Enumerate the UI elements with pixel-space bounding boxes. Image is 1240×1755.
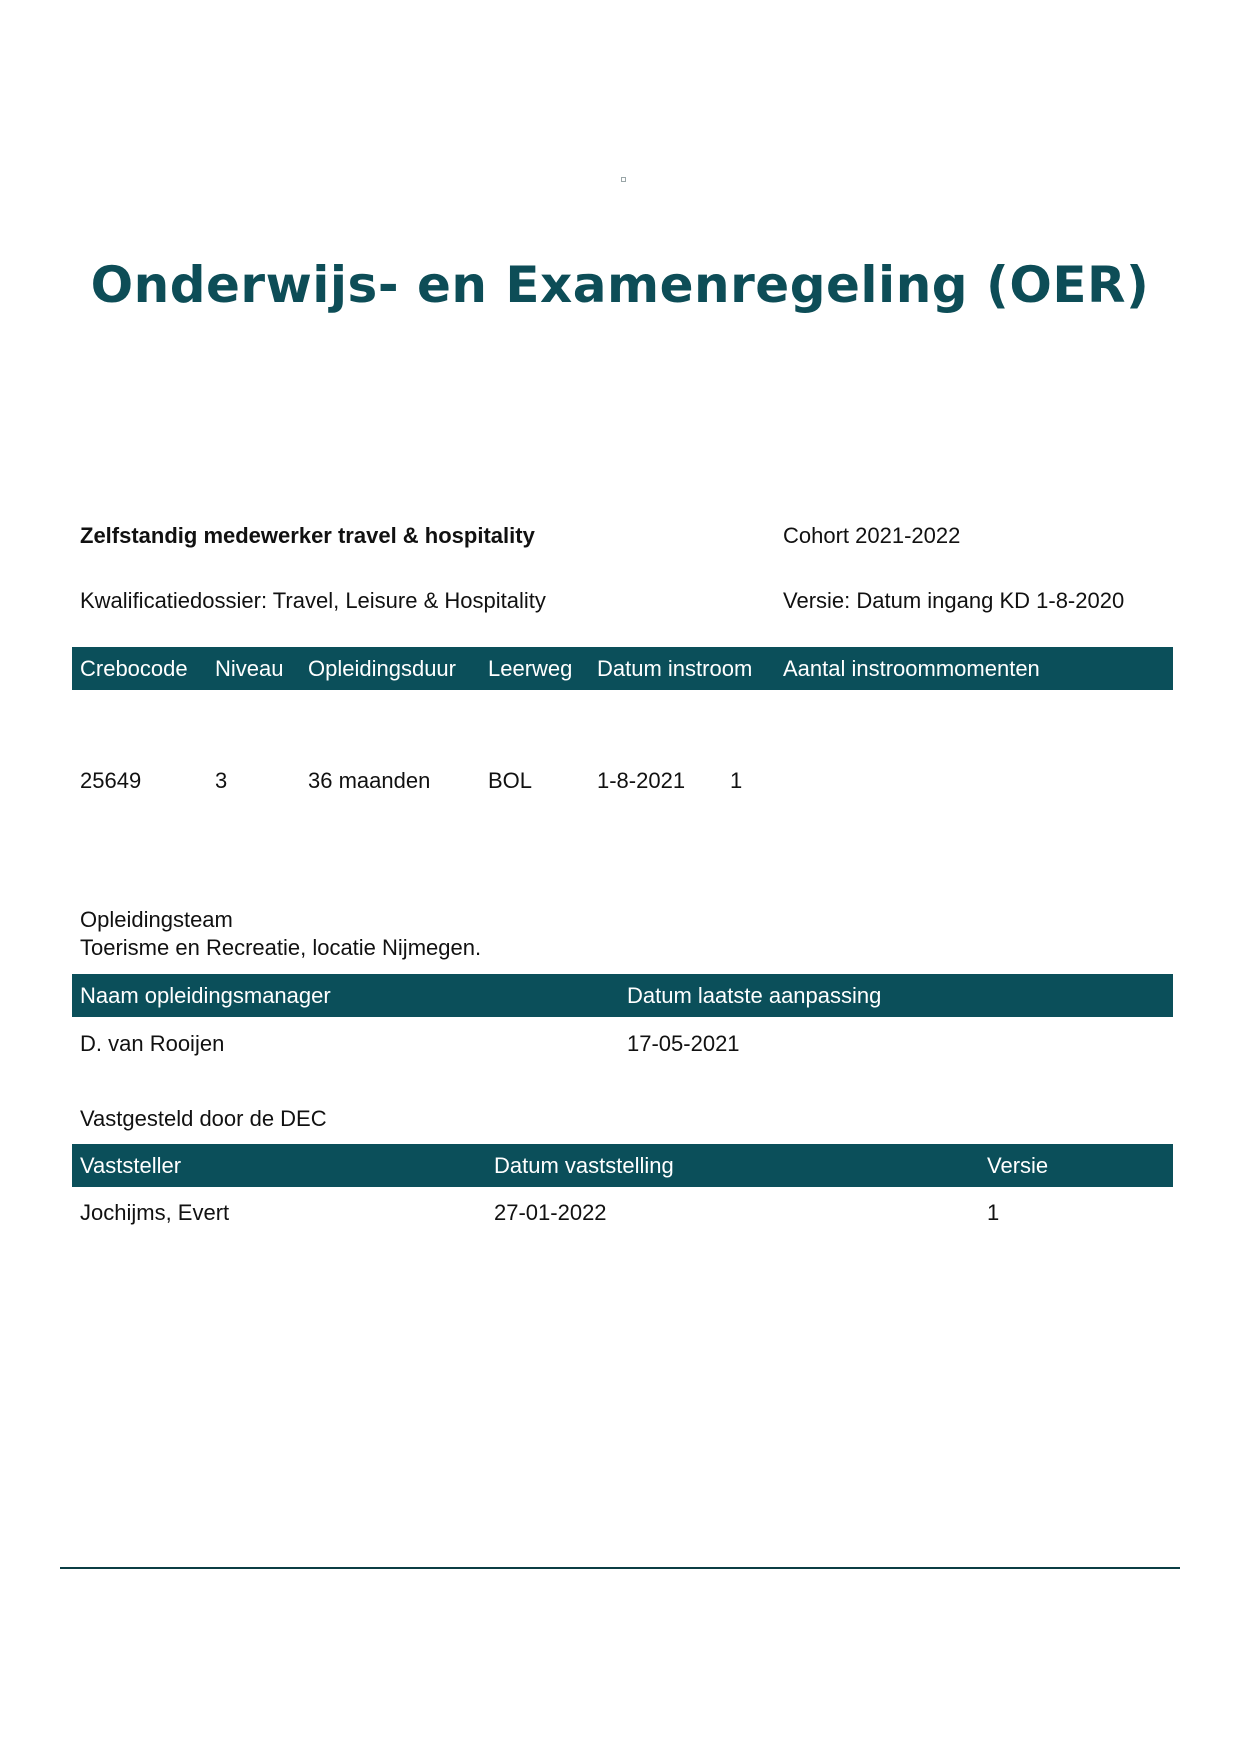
- program-table-header: [72, 647, 1173, 690]
- header-aantal-instroommomenten: Aantal instroommomenten: [783, 656, 1040, 681]
- header-versie: Versie: [987, 1153, 1049, 1178]
- header-datum-vaststelling: Datum vaststelling: [494, 1153, 674, 1178]
- cell-vaststeller: Jochijms, Evert: [80, 1200, 230, 1225]
- cell-leerweg: BOL: [488, 768, 533, 793]
- page-title: Onderwijs- en Examenregeling (OER): [90, 256, 1150, 314]
- team-name: Toerisme en Recreatie, locatie Nijmegen.: [80, 935, 482, 960]
- cell-datum-vaststelling: 27-01-2022: [494, 1200, 607, 1225]
- placeholder-marker-icon: [621, 177, 626, 182]
- cell-datum-instroom: 1-8-2021: [597, 768, 686, 793]
- footer-divider: [60, 1567, 1180, 1569]
- cell-manager-name: D. van Rooijen: [80, 1031, 225, 1056]
- cell-last-modified: 17-05-2021: [627, 1031, 740, 1056]
- cohort: Cohort 2021-2022: [783, 523, 961, 548]
- approval-label: Vastgesteld door de DEC: [80, 1106, 327, 1131]
- cell-opleidingsduur: 36 maanden: [308, 768, 431, 793]
- cell-niveau: 3: [215, 768, 228, 793]
- manager-table-header: [72, 974, 1173, 1017]
- qualification-dossier: Kwalificatiedossier: Travel, Leisure & Hospitality: [80, 588, 546, 613]
- header-leerweg: Leerweg: [488, 656, 573, 681]
- version-note: Versie: Datum ingang KD 1-8-2020: [783, 588, 1125, 613]
- cell-versie: 1: [987, 1200, 1000, 1225]
- approval-table-header: [72, 1144, 1173, 1187]
- header-opleidingsduur: Opleidingsduur: [308, 656, 456, 681]
- cell-aantal-instroommomenten: 1: [730, 768, 743, 793]
- cell-crebocode: 25649: [80, 768, 142, 793]
- header-crebocode: Crebocode: [80, 656, 188, 681]
- header-datum-laatste-aanpassing: Datum laatste aanpassing: [627, 983, 882, 1008]
- header-naam-opleidingsmanager: Naam opleidingsmanager: [80, 983, 331, 1008]
- header-datum-instroom: Datum instroom: [597, 656, 753, 681]
- team-label: Opleidingsteam: [80, 907, 233, 932]
- header-vaststeller: Vaststeller: [80, 1153, 182, 1178]
- program-name: Zelfstandig medewerker travel & hospitality: [80, 523, 535, 548]
- header-niveau: Niveau: [215, 656, 284, 681]
